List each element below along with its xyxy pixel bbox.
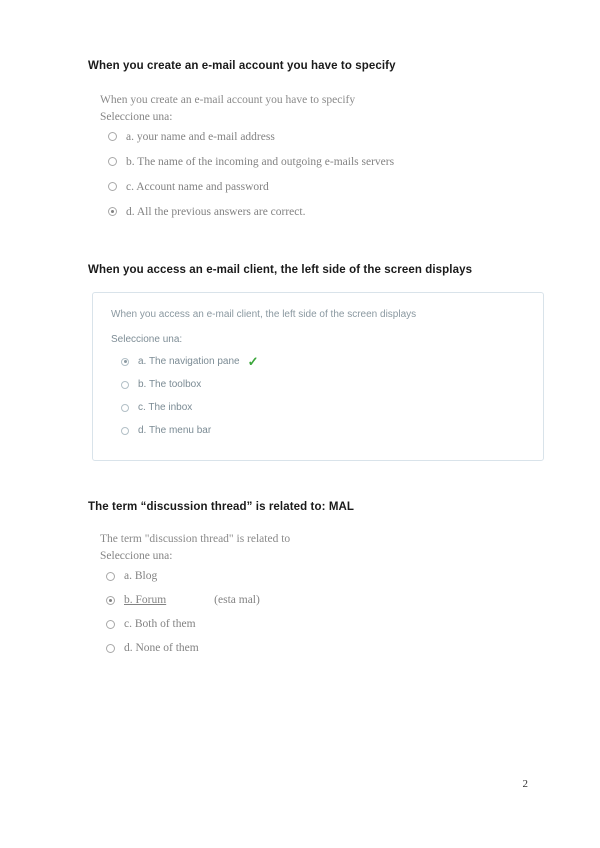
radio-icon[interactable] <box>121 404 129 412</box>
option-row[interactable] <box>111 377 525 392</box>
radio-icon-selected[interactable] <box>108 207 117 216</box>
radio-icon[interactable] <box>106 620 115 629</box>
select-one-label-2: Seleccione una: <box>111 334 183 346</box>
option-row[interactable] <box>100 616 528 633</box>
option-row[interactable] <box>100 153 528 170</box>
option-row[interactable] <box>100 203 528 220</box>
option-row[interactable] <box>100 568 528 585</box>
option-label: b. The name of the incoming and outgoing e-mails servers <box>126 155 395 168</box>
option-label: b. The toolbox <box>138 379 202 391</box>
option-row[interactable] <box>111 423 525 438</box>
quiz-screenshot-1 <box>100 92 528 220</box>
option-label: a. Blog <box>124 569 158 582</box>
radio-icon[interactable] <box>108 157 117 166</box>
option-label: a. The navigation pane <box>138 356 240 368</box>
option-label: c. Account name and password <box>126 180 269 193</box>
option-label: d. None of them <box>124 641 199 654</box>
select-one-label-1: Seleccione una: <box>100 110 173 123</box>
option-row[interactable] <box>100 640 528 657</box>
radio-icon[interactable] <box>108 182 117 191</box>
radio-icon[interactable] <box>108 132 117 141</box>
annotation-esta-mal: (esta mal) <box>214 593 260 606</box>
question-stem-1: When you create an e-mail account you have to specify <box>100 94 356 106</box>
question-heading-2: When you access an e-mail client, the left side of the screen displays <box>88 264 473 277</box>
quiz-screenshot-3 <box>100 531 528 656</box>
option-row[interactable] <box>111 354 525 369</box>
radio-icon-selected[interactable] <box>106 596 115 605</box>
quiz-screenshot-2 <box>92 292 544 461</box>
question-block-1 <box>88 60 528 220</box>
question-block-3 <box>88 501 528 656</box>
question-block-2 <box>88 264 528 461</box>
radio-icon[interactable] <box>121 381 129 389</box>
check-icon: ✓ <box>247 354 259 370</box>
radio-icon[interactable] <box>121 427 129 435</box>
question-stem-2: When you access an e-mail client, the left side of the screen displays <box>111 309 417 321</box>
option-label: c. Both of them <box>124 617 196 630</box>
option-label: d. The menu bar <box>138 425 212 437</box>
option-label: a. your name and e-mail address <box>126 130 275 143</box>
option-row[interactable] <box>111 400 525 415</box>
radio-icon[interactable] <box>106 572 115 581</box>
select-one-label-3: Seleccione una: <box>100 550 173 563</box>
option-label: c. The inbox <box>138 402 193 414</box>
option-row[interactable] <box>100 592 528 609</box>
option-label: b. Forum <box>124 593 167 606</box>
page-number: 2 <box>522 778 528 790</box>
question-heading-3: The term “discussion thread” is related to: MAL <box>88 501 355 514</box>
question-heading-1: When you create an e-mail account you have to specify <box>88 60 396 72</box>
option-row[interactable] <box>100 178 528 195</box>
question-stem-3: The term "discussion thread" is related to <box>100 533 291 546</box>
radio-icon-selected[interactable] <box>121 358 129 366</box>
radio-icon[interactable] <box>106 644 115 653</box>
option-row[interactable] <box>100 128 528 145</box>
option-label: d. All the previous answers are correct. <box>126 205 306 218</box>
